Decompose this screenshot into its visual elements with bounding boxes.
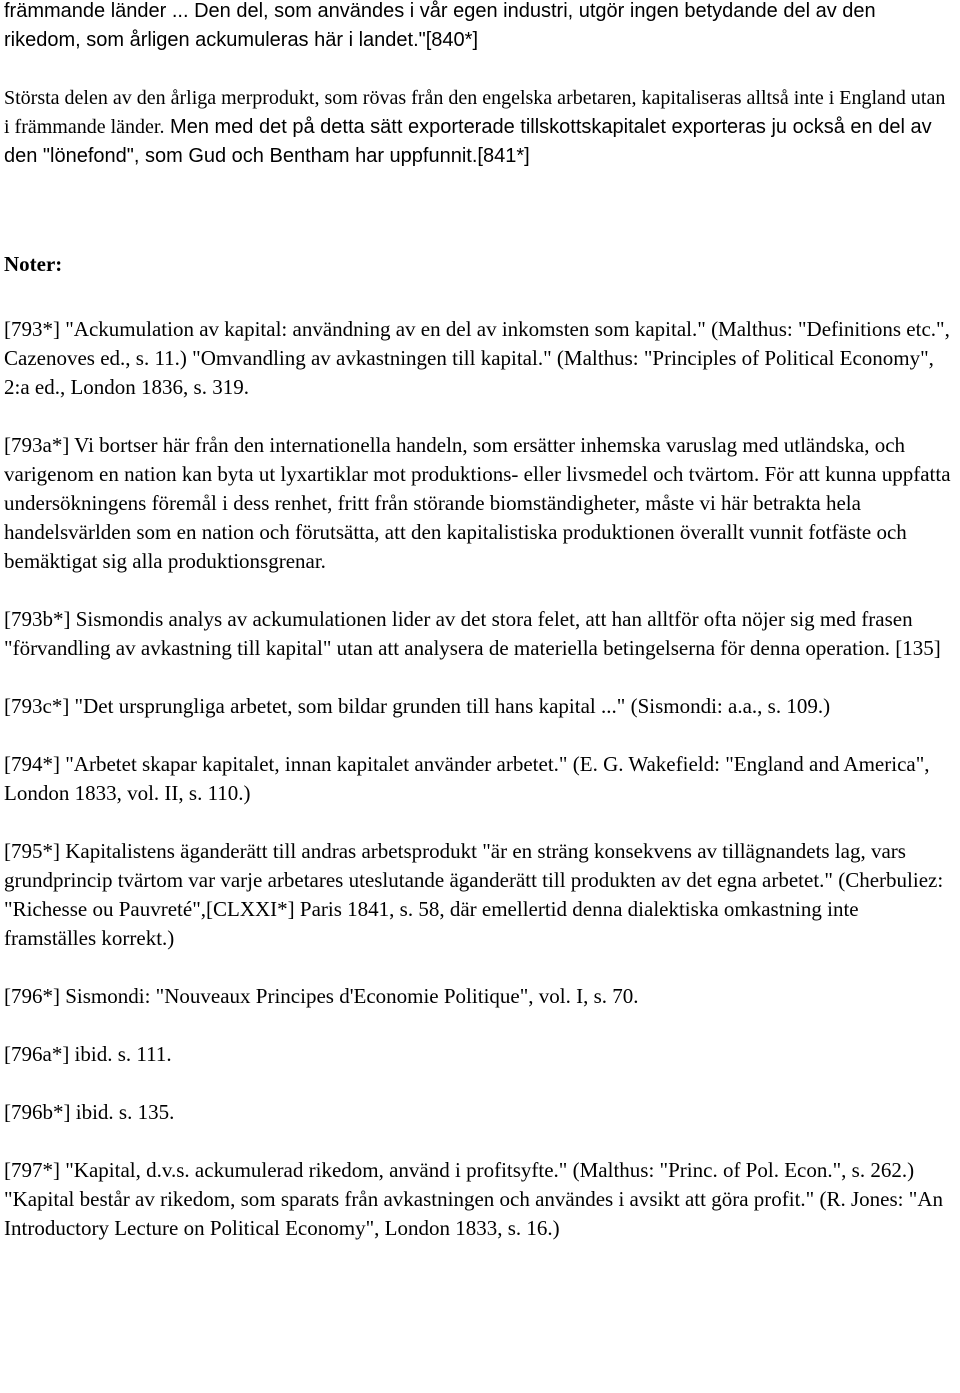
note-797: [797*] "Kapital, d.v.s. ackumulerad rikedom, använd i profitsyfte." (Malthus: "Princ. of Pol. Econ.", s. 262.) "Kapital består av rikedom, som sparats från avkastningen och användes i avsikt att göra profit." (R. Jones: "An Introductory Lecture on Political Economy", London 1833, s. 16.) bbox=[4, 1158, 943, 1240]
intro-paragraph-1: främmande länder ... Den del, som användes i vår egen industri, utgör ingen betydande del av den rikedom, som årligen ackumuleras här i landet."[840*] bbox=[4, 0, 876, 51]
note-793c: [793c*] "Det ursprungliga arbetet, som bildar grunden till hans kapital ..." (Sismondi: a.a., s. 109.) bbox=[4, 694, 831, 718]
note-794: [794*] "Arbetet skapar kapitalet, innan kapitalet använder arbetet." (E. G. Wakefield: "England and America", London 1833, vol. II, s. 110.) bbox=[4, 752, 930, 805]
document-page bbox=[4, 0, 954, 1243]
note-795: [795*] Kapitalistens äganderätt till andras arbetsprodukt "är en sträng konsekvens av tillägnandets lag, vars grundprincip tvärtom var varje arbetares uteslutande äganderätt till produkten av det egna arbetet." (Cherbuliez: "Richesse ou Pauvreté",[CLXXI*] Paris 1841, s. 58, där emellertid denna dialektiska omkastning inte framställes korrekt.) bbox=[4, 839, 944, 950]
note-796a: [796a*] ibid. s. 111. bbox=[4, 1042, 172, 1066]
intro-paragraph-2 bbox=[4, 84, 954, 171]
note-796b: [796b*] ibid. s. 135. bbox=[4, 1100, 175, 1124]
note-793a: [793a*] Vi bortser här från den internationella handeln, som ersätter inhemska varuslag med utländska, och varigenom en nation kan byta ut lyxartiklar mot produktions- eller livsmedel och tvärtom. För att kunna uppfatta undersökningens föremål i dess renhet, fritt från störande biomständigheter, måste vi här betrakta hela handelsvärlden som en nation och förutsätta, att den kapitalistiska produktionen överallt vunnit fotfäste och bemäktigat sig alla produktionsgrenar. bbox=[4, 433, 951, 573]
notes-heading: Noter: bbox=[4, 252, 63, 276]
note-793: [793*] "Ackumulation av kapital: användning av en del av inkomsten som kapital." (Malthus: "Definitions etc.", Cazenoves ed., s. 11.) "Omvandling av avkastningen till kapital." (Malthus: "Principles of Political Economy", 2:a ed., London 1836, s. 319. bbox=[4, 317, 950, 399]
intro-paragraph-2-part-b: Men med det på detta sätt exporterade tillskottskapitalet exporteras ju också en del av den "lönefond", som Gud och Bentham har uppfunnit.[841*] bbox=[4, 116, 932, 167]
intro-paragraph-2-part-a: Största delen av den årliga merprodukt, som rövas från den engelska arbetaren, kapitaliseras alltså inte i England utan i främmande länder. bbox=[4, 87, 946, 138]
note-793b: [793b*] Sismondis analys av ackumulationen lider av det stora felet, att han alltför ofta nöjer sig med frasen "förvandling av avkastning till kapital" utan att analysera de materiella betingelserna för denna operation. [135] bbox=[4, 607, 941, 660]
note-796: [796*] Sismondi: "Nouveaux Principes d'Economie Politique", vol. I, s. 70. bbox=[4, 984, 639, 1008]
